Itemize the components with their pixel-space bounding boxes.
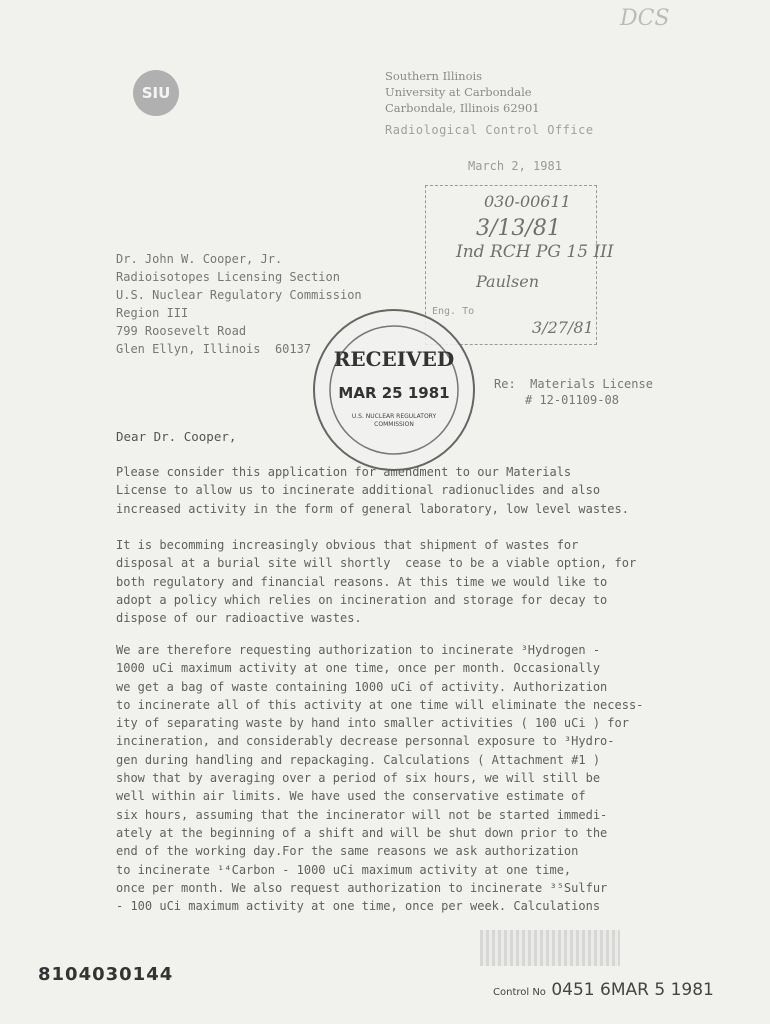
text-line: - 100 uCi maximum activity at one time, once per week. Calculations	[116, 899, 601, 914]
corner-handwritten-mark: DCS	[620, 6, 670, 31]
stamp-received: RECEIVED	[333, 347, 455, 371]
text-line: six hours, assuming that the incinerator will not be started immedi-	[116, 807, 608, 822]
address-line: Region III	[116, 306, 189, 320]
text-line: It is becomming increasingly obvious that shipment of wastes for	[116, 538, 579, 552]
paragraph-3	[116, 641, 656, 915]
license-number: # 12-01109-08	[525, 393, 619, 407]
university-logo: SIU	[133, 70, 179, 116]
control-label: Control No	[493, 987, 546, 998]
control-date: 6MAR 5 1981	[600, 980, 714, 1000]
paragraph-2	[116, 536, 656, 627]
stamp-agency-line2: COMMISSION	[374, 421, 414, 428]
text-line: ity of separating waste by hand into smaller activities ( 100 uCi ) for	[116, 716, 629, 731]
text-line: we get a bag of waste containing 1000 uCi of activity. Authorization	[116, 679, 608, 694]
stamp-date: MAR 25 1981	[338, 384, 450, 402]
text-line: both regulatory and financial reasons. At this time we would like to	[116, 574, 608, 589]
stamp-agency-line1: U.S. NUCLEAR REGULATORY	[351, 413, 437, 420]
office-name: Radiological Control Office	[385, 123, 594, 137]
letterhead-line: Southern Illinois	[385, 69, 483, 83]
address-line: Dr. John W. Cooper, Jr.	[116, 252, 283, 266]
address-line: 799 Roosevelt Road	[116, 324, 247, 338]
text-line: License to allow us to incinerate additional radionuclides and also	[116, 483, 601, 498]
address-line: Glen Ellyn, Illinois 60137	[116, 342, 312, 356]
text-line: once per month. We also request authorization to incinerate ³⁵Sulfur	[116, 880, 608, 895]
redaction-blot	[480, 930, 620, 966]
text-line: disposal at a burial site will shortly cease to be a viable option, for	[116, 556, 637, 571]
text-line: Please consider this application for amendment to our Materials	[116, 465, 572, 479]
address-line: U.S. Nuclear Regulatory Commission	[116, 288, 362, 302]
received-stamp	[306, 302, 482, 478]
text-line: well within air limits. We have used the conservative estimate of	[116, 789, 586, 804]
letterhead-line: University at Carbondale	[385, 85, 532, 99]
text-line: show that by averaging over a period of six hours, we will still be	[116, 771, 601, 786]
text-line: We are therefore requesting authorization to incinerate ³Hydrogen -	[116, 643, 601, 657]
text-line: increased activity in the form of general laboratory, low level wastes.	[116, 501, 629, 516]
re-subject: Materials License	[530, 377, 653, 391]
text-line: to incinerate all of this activity at one time will eliminate the necess-	[116, 697, 644, 712]
letterhead-line: Carbondale, Illinois 62901	[385, 101, 540, 115]
text-line: end of the working day.For the same reasons we ask authorization	[116, 844, 579, 859]
routing-name: Paulsen	[476, 272, 539, 291]
paragraph-1	[116, 463, 656, 518]
control-stamp	[493, 980, 714, 1000]
text-line: to incinerate ¹⁴Carbon - 1000 uCi maximum activity at one time,	[116, 862, 572, 877]
re-label	[494, 375, 653, 393]
text-line: ately at the beginning of a shift and will be shut down prior to the	[116, 825, 608, 840]
text-line: adopt a policy which relies on incineration and storage for decay to	[116, 592, 608, 607]
text-line: 1000 uCi maximum activity at one time, once per month. Occasionally	[116, 661, 601, 676]
routing-ind: Ind RCH PG 15 III	[456, 242, 614, 262]
routing-eng-label: Eng. To	[432, 306, 475, 317]
routing-date: 3/13/81	[476, 216, 561, 241]
text-line: dispose of our radioactive wastes.	[116, 611, 362, 626]
document-number: 8104030144	[38, 964, 174, 985]
text-line: incineration, and considerably decrease personnal exposure to ³Hydro-	[116, 734, 615, 749]
routing-number: 030-00611	[484, 192, 571, 211]
address-line: Radioisotopes Licensing Section	[116, 270, 340, 284]
letter-date: March 2, 1981	[468, 159, 562, 173]
text-line: gen during handling and repackaging. Calculations ( Attachment #1 )	[116, 752, 601, 767]
control-number: 0451	[551, 980, 595, 1000]
letterhead	[385, 68, 540, 116]
routing-completed: 3/27/81	[532, 318, 594, 337]
re-prefix: Re:	[494, 377, 516, 391]
salutation: Dear Dr. Cooper,	[116, 429, 237, 444]
